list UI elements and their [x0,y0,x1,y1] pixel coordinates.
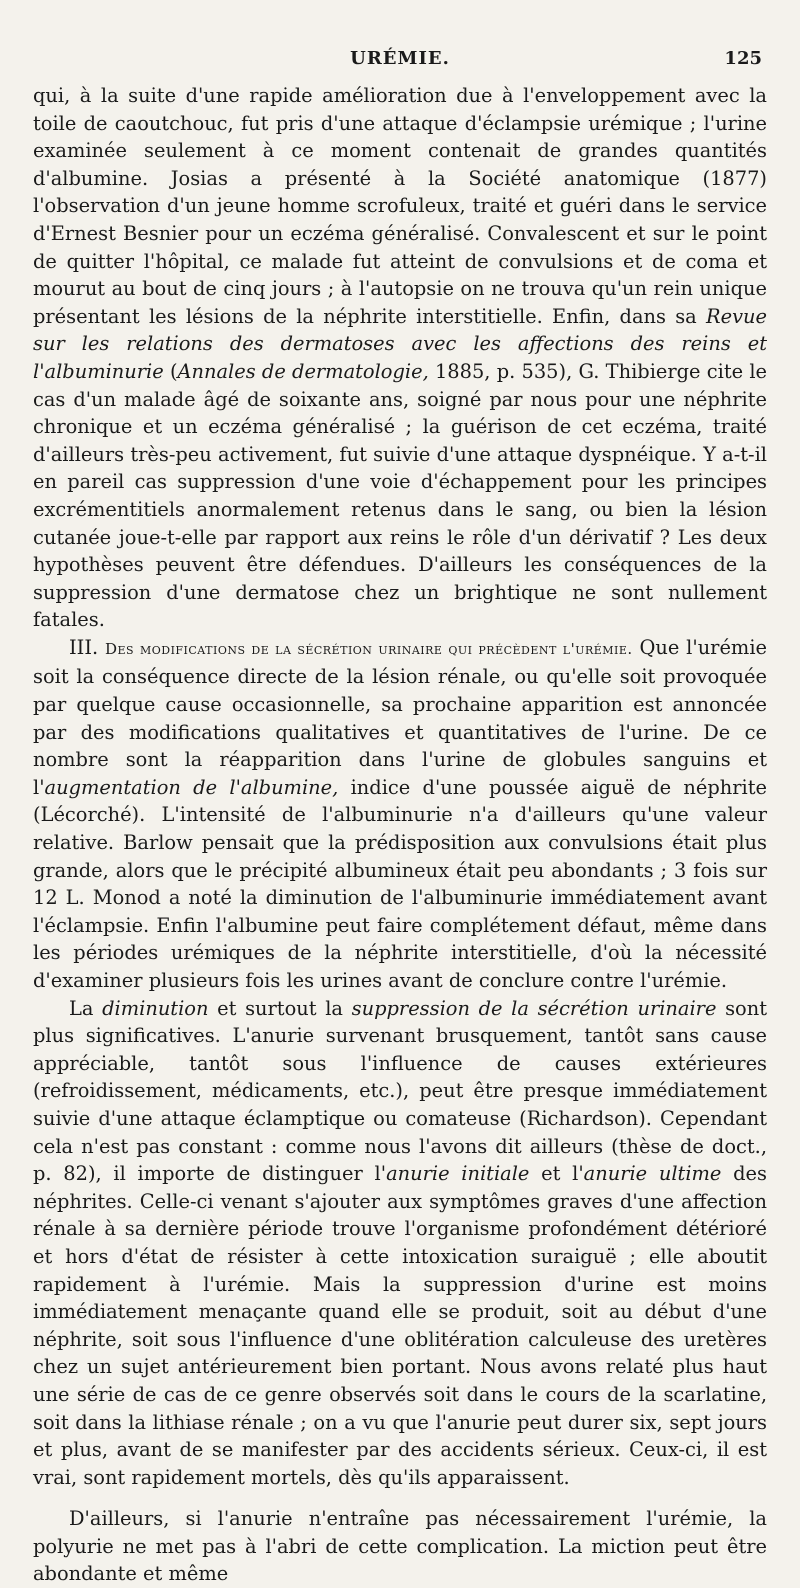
italic-run: diminution [102,996,209,1020]
page-number: 125 [724,48,762,69]
italic-run: anurie ultime [583,1162,722,1186]
section-heading: Des modifications de la sécrétion urinaire qui précèdent l'urémie. [104,639,633,658]
text-run: D'ailleurs, si l'anurie n'entraîne pas nécessairement l'urémie, la polyurie ne met pas à l'abri de cette complication. La miction peut être abondante et même [33,1507,767,1586]
text-run: Que l'urémie soit la conséquence directe de la lésion rénale, ou qu'elle soit provoquée par quelque cause occasionnelle, sa prochaine apparition est annoncée par des modifications qualitatives et quantitatives de l'urine. De ce nombre sont la réapparition dans l'urine de globules sanguins et l' [33,635,767,799]
text-run: La [69,996,103,1020]
text-run: et surtout la [208,996,352,1020]
text-run: sont plus significatives. L'anurie survenant brusquement, tantôt sans cause appréciable, tantôt sous l'influence de causes extérieures (refroidissement, médicaments, etc.), peut être presque immédiatement suivie d'une attaque éclamptique ou comateuse (Richardson). Cependant cela n'est pas constant : comme nous l'avons dit ailleurs (thèse de doct., p. 82), il importe de distinguer l' [33,996,768,1186]
text-run: ( [163,359,178,383]
italic-run: anurie initiale [386,1162,530,1186]
italic-run: suppression de la sécrétion urinaire [351,996,717,1020]
italic-run: Revue sur les relations des dermatoses avec les affections des reins et l'albuminurie [33,304,767,383]
italic-run: Annales de dermatologie, [177,359,429,383]
text-run: indice d'une poussée aiguë de néphrite (Lécorché). L'intensité de l'albuminurie n'a d'ailleurs qu'une valeur relative. Barlow pensait que la prédisposition aux convulsions était plus grande, alors que le précipité albumineux était peu abondants ; 3 fois sur 12 L. Monod a noté la diminution de l'albuminurie immédiatement avant l'éclampsie. Enfin l'albumine peut faire complétement défaut, même dans les périodes urémiques de la néphrite interstitielle, d'où la nécessité d'examiner plusieurs fois les urines avant de conclure contre l'urémie. [33,775,767,992]
text-run: 1885, p. 535), G. Thibierge cite le cas d'un malade âgé de soixante ans, soigné par nous pour une néphrite chronique et un eczéma généralisé ; la guérison de cet eczéma, traité d'ailleurs très-peu activement, fut suivie d'une attaque dyspnéique. Y a-t-il en pareil cas suppression d'une voie d'échappement pour les principes excrémentitiels anormalement retenus dans le sang, ou bien la lésion cutanée joue-t-elle par rapport aux reins le rôle d'un dérivatif ? Les deux hypothèses peuvent être défendues. D'ailleurs les conséquences de la suppression d'une dermatose chez un brightique ne sont nullement fatales. [33,359,767,632]
paragraph-3 [33,995,767,1492]
running-title: URÉMIE. [350,48,450,69]
page-body [33,82,767,1588]
text-run: et l' [529,1162,584,1186]
paragraph-gap [33,1491,767,1505]
text-run: des néphrites. Celle-ci venant s'ajouter aux symptômes graves d'une affection rénale à sa dernière période trouve l'organisme profondément détérioré et hors d'état de résister à cette intoxication suraiguë ; elle aboutit rapidement à l'urémie. Mais la suppression d'urine est moins immédiatement menaçante quand elle se produit, soit au début d'une néphrite, soit sous l'influence d'une oblitération calculeuse des uretères chez un sujet antérieurement bien portant. Nous avons relaté plus haut une série de cas de ce genre observés soit dans le cours de la scarlatine, soit dans la lithiase rénale ; on a vu que l'anurie peut durer six, sept jours et plus, avant de se manifester par des accidents sérieux. Ceux-ci, il est vrai, sont rapidement mortels, dès qu'ils apparaissent. [33,1162,767,1489]
italic-run: augmentation de l'albumine, [44,775,339,799]
paragraph-1 [33,82,767,634]
section-numeral: III. [69,635,99,659]
page-header [0,48,800,78]
paragraph-4 [33,1505,767,1588]
section-3-paragraph [33,634,767,995]
text-run: qui, à la suite d'une rapide amélioration due à l'enveloppement avec la toile de caoutchouc, fut pris d'une attaque d'éclampsie urémique ; l'urine examinée seulement à ce moment contenait de grandes quantités d'albumine. Josias a présenté à la Société anatomique (1877) l'observation d'un jeune homme scrofuleux, traité et guéri dans le service d'Ernest Besnier pour un eczéma généralisé. Convalescent et sur le point de quitter l'hôpital, ce malade fut atteint de convulsions et de coma et mourut au bout de cinq jours ; à l'autopsie on ne trouva qu'un rein unique présentant les lésions de la néphrite interstitielle. Enfin, dans sa [33,84,767,328]
